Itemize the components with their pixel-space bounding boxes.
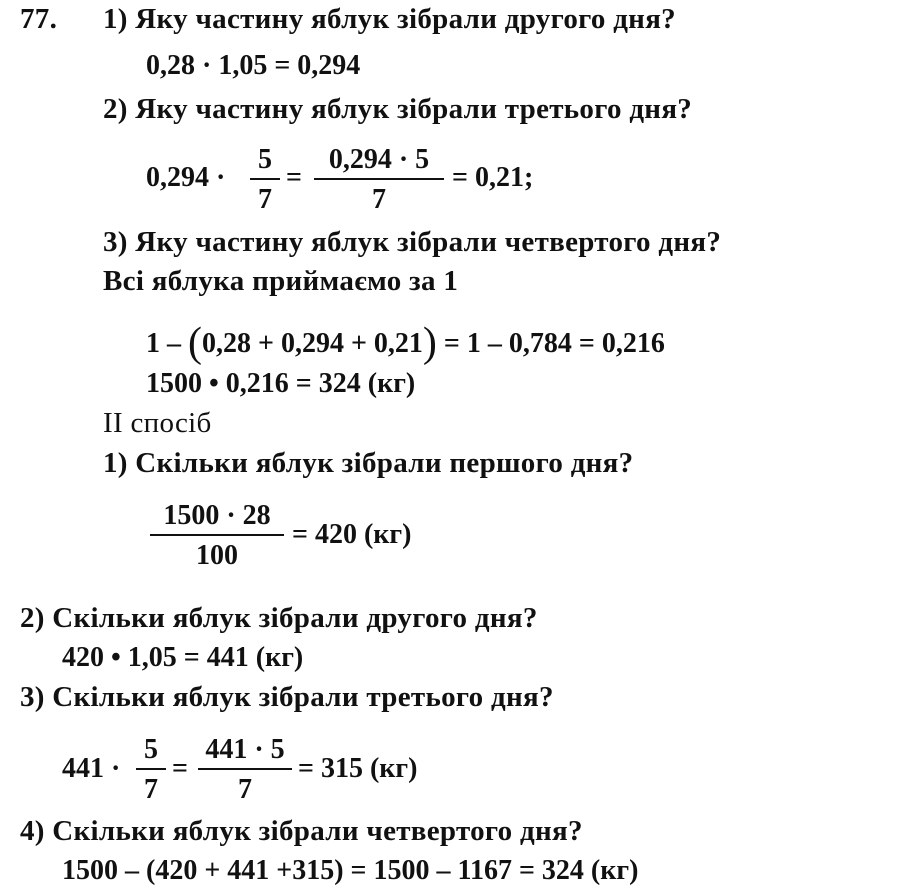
fraction-numerator: 1500 · 28 (150, 502, 284, 536)
method-2-fraction-2 (136, 736, 166, 804)
method-2-question-2: 2) Скільки яблук зібрали другого дня? (20, 602, 538, 634)
fraction-numerator: 5 (136, 736, 166, 770)
fraction-denominator: 7 (144, 774, 158, 805)
equation-3-part-a: 1 – (146, 328, 181, 359)
equation-2-right: = 0,21; (452, 162, 534, 193)
equation-3-part-b: 0,28 + 0,294 + 0,21 (202, 328, 423, 359)
paren-open: ( (188, 320, 202, 366)
method-2-heading: II спосіб (103, 407, 212, 439)
method-2-equation-2: 420 • 1,05 = 441 (кг) (62, 642, 304, 673)
paren-close: ) (422, 320, 437, 366)
equation-2-fraction-1 (250, 146, 280, 214)
fraction-denominator: 100 (196, 540, 238, 571)
method-2-question-1: 1) Скільки яблук зібрали першого дня? (103, 447, 634, 479)
method-2-equation-4: 1500 – (420 + 441 +315) = 1500 – 1167 = 324 (кг) (62, 855, 639, 886)
problem-number: 77. (20, 3, 58, 35)
question-3: 3) Яку частину яблук зібрали четвертого дня? (103, 226, 722, 258)
question-2: 2) Яку частину яблук зібрали третього дня? (103, 93, 693, 125)
fraction-denominator: 7 (258, 184, 272, 215)
equation-2-left: 0,294 · (146, 162, 226, 193)
method-2-question-3: 3) Скільки яблук зібрали третього дня? (20, 681, 554, 713)
equation-4: 1500 • 0,216 = 324 (кг) (146, 368, 416, 399)
question-1: 1) Яку частину яблук зібрали другого дня? (103, 3, 676, 35)
equals-sign: = (172, 753, 188, 784)
fraction-numerator: 0,294 · 5 (314, 146, 444, 180)
method-2-question-4: 4) Скільки яблук зібрали четвертого дня? (20, 815, 583, 847)
method-2-equation-3-left: 441 · (62, 753, 121, 784)
method-2-fraction-3 (198, 736, 292, 804)
equation-2-fraction-2 (314, 146, 444, 214)
equals-sign: = (286, 162, 302, 193)
note-line: Всі яблука приймаємо за 1 (103, 265, 459, 297)
method-2-equation-1-right: = 420 (кг) (292, 519, 412, 550)
method-2-fraction-1 (150, 502, 284, 570)
fraction-numerator: 5 (250, 146, 280, 180)
method-2-equation-3-right: = 315 (кг) (298, 753, 418, 784)
fraction-denominator: 7 (372, 184, 386, 215)
equation-3 (146, 318, 665, 366)
fraction-numerator: 441 · 5 (198, 736, 292, 770)
equation-1: 0,28 · 1,05 = 0,294 (146, 50, 361, 81)
equation-3-part-c: = 1 – 0,784 = 0,216 (443, 328, 665, 359)
fraction-denominator: 7 (238, 774, 252, 805)
